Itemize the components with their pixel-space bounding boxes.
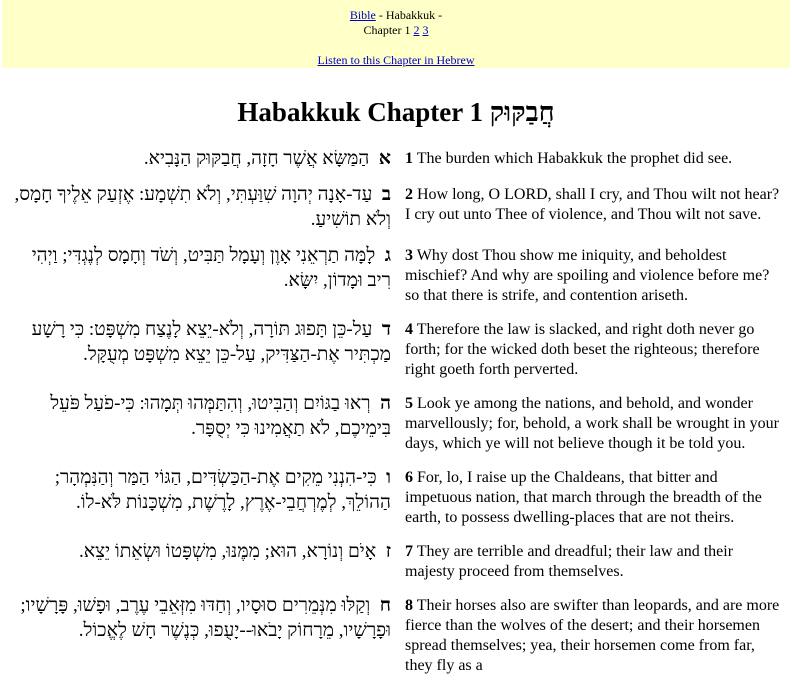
chapter-3-link[interactable]: 3	[422, 23, 429, 37]
english-verse-text: Therefore the law is slacked, and right doth never go forth; for the wicked doth beset the righteous; therefore right goeth forth perverted.	[405, 321, 760, 378]
chapter-2-link[interactable]: 2	[413, 23, 420, 37]
hebrew-verse	[0, 593, 399, 687]
navigation-header	[2, 0, 790, 68]
hebrew-verse-number: ה	[380, 393, 391, 414]
bible-link[interactable]: Bible	[349, 8, 376, 22]
hebrew-verse-number: א	[378, 148, 391, 169]
hebrew-verse-number: ב	[381, 184, 391, 205]
english-verse-text: The burden which Habakkuk the prophet did see.	[416, 150, 733, 167]
verse-row	[0, 391, 792, 465]
verse-row	[0, 539, 792, 593]
english-verse-text: They are terrible and dreadful; their law and their majesty proceed from themselves.	[405, 543, 734, 580]
title-hebrew: חֲבַקּוּק	[489, 97, 555, 127]
hebrew-verse-number: ח	[379, 595, 391, 616]
verse-number: 3	[405, 247, 413, 264]
chapter-label: Chapter 1	[363, 23, 411, 37]
english-verse	[399, 539, 792, 593]
hebrew-verse-text: וְקַלּוּ מִנְּמֵרִים סוּסָיו, וְחַדּוּ מִזְּאֵבֵי עֶרֶב, וּפָשׁוּ, פָּרָשָׁיו; וּפָרָשָׁיו, מֵרָחוֹק יָבֹאוּ--יָעֻפוּ, כְּנֶשֶׁר חָשׁ לֶאֱכוֹל.	[20, 595, 391, 641]
hebrew-verse-number: ד	[381, 319, 391, 340]
verse-number: 7	[405, 543, 413, 560]
verse-row	[0, 465, 792, 539]
english-verse	[399, 593, 792, 687]
verse-number: 6	[405, 469, 413, 486]
english-verse-text: How long, O LORD, shall I cry, and Thou wilt not hear? I cry out unto Thee of violence, and Thou wilt not save.	[405, 186, 780, 223]
english-verse	[399, 182, 792, 243]
verse-row	[0, 243, 792, 317]
hebrew-verse-text: כִּי-הִנְנִי מֵקִים אֶת-הַכַּשְׂדִּים, הַגּוֹי הַמַּר וְהַנִּמְהָר; הַהוֹלֵךְ, לְמֶרְחֲבֵי-אֶרֶץ, לָרֶשֶׁת, מִשְׁכָּנוֹת לֹּא-לוֹ.	[54, 467, 391, 513]
verse-row	[0, 182, 792, 243]
hebrew-verse	[0, 146, 399, 182]
hebrew-verse	[0, 539, 399, 593]
hebrew-verse-number: ז	[385, 541, 391, 562]
english-verse	[399, 465, 792, 539]
verse-row	[0, 593, 792, 687]
hebrew-verse-text: לָמָּה תַרְאֵנִי אָוֶן וְעָמָל תַּבִּיט, וְשֹׁד וְחָמָס לְנֶגְדִּי; וַיְהִי רִיב וּמָדוֹן, יִשָּׂא.	[31, 245, 391, 291]
book-name: - Habakkuk -	[375, 8, 443, 22]
page-title	[0, 96, 792, 128]
hebrew-verse	[0, 465, 399, 539]
english-verse-text: Their horses also are swifter than leopards, and are more fierce than the wolves of the desert; and their horsemen spread themselves; yea, their horsemen come from far, they fly as a	[405, 597, 780, 674]
hebrew-verse	[0, 243, 399, 317]
listen-hebrew-link[interactable]: Listen to this Chapter in Hebrew	[317, 53, 475, 67]
verse-number: 4	[405, 321, 413, 338]
english-verse-text: Why dost Thou show me iniquity, and beholdest mischief? And why are spoiling and violence before me? so that there is strife, and contention ariseth.	[405, 247, 770, 304]
hebrew-verse-text: עַד-אָנָה יְהוָה שִׁוַּעְתִּי, וְלֹא תִשְׁמָע: אֶזְעַק אֵלֶיךָ חָמָס, וְלֹא תוֹשִׁיעַ.	[14, 184, 391, 230]
hebrew-verse-text: עַל-כֵּן תָּפוּג תּוֹרָה, וְלֹא-יֵצֵא לָנֶצַח מִשְׁפָּט: כִּי רָשָׁע מַכְתִּיר אֶת-הַצַּדִּיק, עַל-כֵּן יֵצֵא מִשְׁפָּט מְעֻקָּל.	[31, 319, 391, 365]
verse-row	[0, 317, 792, 391]
english-verse-text: For, lo, I raise up the Chaldeans, that bitter and impetuous nation, that march through the breadth of the earth, to possess dwelling-places that are not theirs.	[405, 469, 762, 526]
title-english: Habakkuk Chapter 1	[237, 97, 484, 127]
hebrew-verse-number: ג	[384, 245, 391, 266]
hebrew-verse-number: ו	[386, 467, 391, 488]
english-verse	[399, 317, 792, 391]
verse-row	[0, 146, 792, 182]
hebrew-verse	[0, 391, 399, 465]
english-verse	[399, 146, 792, 182]
verse-number: 1	[405, 150, 413, 167]
hebrew-verse-text: הַמַּשָּׂא אֲשֶׁר חָזָה, חֲבַקּוּק הַנָּבִיא.	[143, 148, 370, 169]
english-verse-text: Look ye among the nations, and behold, and wonder marvellously; for, behold, a work shall be wrought in your days, which ye will not believe though it be told you.	[405, 395, 779, 452]
hebrew-verse-text: אָיֹם וְנוֹרָא, הוּא; מִמֶּנּוּ, מִשְׁפָּטוֹ וּשְׂאֵתוֹ יֵצֵא.	[79, 541, 377, 562]
hebrew-verse	[0, 317, 399, 391]
verses-table	[0, 146, 792, 687]
verse-number: 8	[405, 597, 413, 614]
english-verse	[399, 243, 792, 317]
hebrew-verse	[0, 182, 399, 243]
english-verse	[399, 391, 792, 465]
verse-number: 5	[405, 395, 413, 412]
verse-number: 2	[405, 186, 413, 203]
hebrew-verse-text: רְאוּ בַגּוֹיִם וְהַבִּיטוּ, וְהִתַּמְּהוּ תְּמָהוּ: כִּי-פֹעַל פֹּעֵל בִּימֵיכֶם, לֹא תַאֲמִינוּ כִּי יְסֻפָּר.	[50, 393, 391, 439]
